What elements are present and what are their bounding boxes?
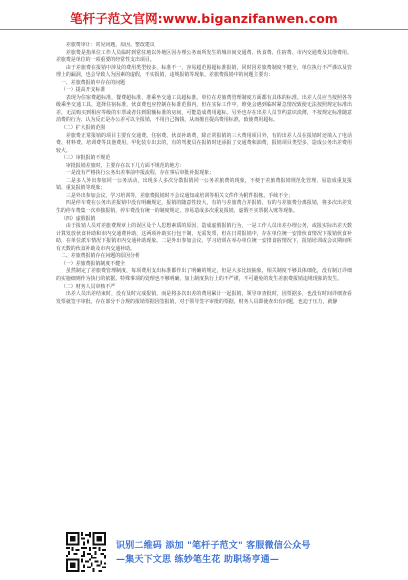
- article-paragraph: 一是没有严格执行公务出差事前申报流程，存在事后审批补报现象；: [65, 170, 215, 177]
- article-paragraph: 出差人员出差结束时，没有及时完成报销，而是将多次出差的费用累计一起报销，领导审查批时，因票据多，也没有时间详细查看发票就签字审批，存在部分不合规的报销票据因签报销，对于领导签字审批的票据，财务人员即使查出有问题，也迫于压力，就静: [56, 291, 352, 305]
- article-paragraph: 表现为住宿费超标准、餐费超标准、准乘坐交通工具超标准。单位在差旅费管理制度方面都有具体的标准。出差人员应当按照各等级乘坐交通工具，选择住宿标准，伙食费也应控制在标准范围内。但在实际工作中，堆免会遇到临时紧急情况致使无法按照规定标准出差，无法购买到相应等级的车票或者住到限额标准的房间，可能造成费用超标。另外也存在出差人员节约意识淡薄，不按规定标准随意消费的行为，认为反正是办公差可以全报销，不用自己掏钱，从而擅自提高费用标准，致使费用超标。: [56, 94, 352, 124]
- article-paragraph: 四是停车费在公务出差报销中没有明确规定，报销的随意性较大，有的与差旅费合并报销，有的与差旅费分离报销，将多次出差发生的停车费集一次单独报销，停车费没有统一的制度规定，容易造成多次重复报销，虚假不实票据入账等现象。: [56, 200, 352, 215]
- subsection-heading: （二）财务人员审核不严: [60, 283, 116, 290]
- subsection-heading: （四）虚假报销: [60, 215, 96, 222]
- subsection-heading: （三）审批报销不规范: [60, 155, 111, 162]
- article-paragraph: 由于报销人员对差旅费规章上的误区及个人思想素质的原因，造成虚假报销行为，一是工作人员出差办理公务，或报实际出差天数计算发放伙食补助和市内交通费补助，这两项补助实行包干制，无需发票，但在日常报销中，存在单位统一安排伙食情况下报销伙食补助，在单位派车情况下报销市内交通补助现象。二是外出参加会议、学习培训在举办单位统一安排食宿情况下，报销培训或会议期间所有天数的伙食补助及市内交通补助。: [56, 223, 352, 252]
- subsection-heading: （二）扩大报销范围: [60, 125, 106, 132]
- article-paragraph: 三是外出参加会议、学习培训等，差旅费报销时不会议通知或培训等相关文件作为附件报帐，手续不全；: [65, 192, 294, 199]
- qr-code-graphic: [66, 532, 106, 572]
- article-paragraph: 二是多人外出参加同一公务活动，出现多人多次分散报销同一公务差旅费的现象，不便于差旅费报销规范化管理，易造成重复报销、重复报销等现象；: [56, 177, 352, 192]
- page-footer: [0, 528, 408, 580]
- footer-slogan: —集天下文思 练妙笔生花 助职场亨通—: [116, 555, 280, 565]
- qr-code-icon[interactable]: [66, 532, 106, 572]
- article-paragraph: 由于差旅费在报销中涉及的费用类型较多，标准不一，容易超范围超标准报销，同时因差旅费制度不健全，单位执行不严谨以及管理上的漏洞，也会导致人为因素的虚假，不实报销，违规报销等现象。差旅费报销中的问题主要有：: [56, 64, 352, 79]
- article-paragraph: 差旅费正常报销的项目主要有交通费、住宿费、伙食补助费，除正常报销的三大费用项目外，有的出差人员在报销时还填入了电话费、材料费、培训费等其他费用，甲化装车出去的，有的驾驶员在报销时还添报了交通费和油费，报销项目类型多，造成公务出差费用较大。: [56, 132, 352, 154]
- section-heading: 一、差旅费报销中存在的问题: [60, 79, 126, 86]
- subsection-heading: （一）差旅费报销制度不健全: [60, 260, 126, 267]
- subsection-heading: （一）提高开支标准: [60, 87, 106, 94]
- footer-wechat-text: 识别二维码 添加 "笔杆子范文" 客服微信公众号: [116, 541, 311, 551]
- site-banner-text[interactable]: 笔杆子范文官网:www.biganzifanwen.com: [70, 11, 338, 26]
- article-paragraph: 差旅费是指单位工作人员临时到常驻地以外地区因办理公务而所发生的城市间交通费、伙食费、住宿费、市内交通费及其他费用。差旅费是单位的一项重要的经常性支出项目。: [56, 49, 352, 64]
- article-body: [56, 42, 352, 516]
- article-paragraph: 审批报销差旅时，主要存在以下几方面不规范的地方：: [65, 162, 185, 169]
- section-heading: 二、差旅费报销存在问题的原因分析: [60, 253, 140, 260]
- banner-divider: [0, 29, 408, 30]
- article-paragraph: 虽然制定了差旅费管理制度，每项费用支出标准都作出了明确的规定，但是大多比较抽象，相关制度不够具体细化，没有制订详细的实施细则作为执行的依据。特殊事项的处理也不够明确，加上制度执行上的不严谨，不可避免的发生差旅费报销违规现象的发生。: [56, 268, 352, 282]
- article-title: 差旅费审计：常见问题、原因、整改建议: [65, 42, 155, 48]
- site-banner: [0, 8, 408, 30]
